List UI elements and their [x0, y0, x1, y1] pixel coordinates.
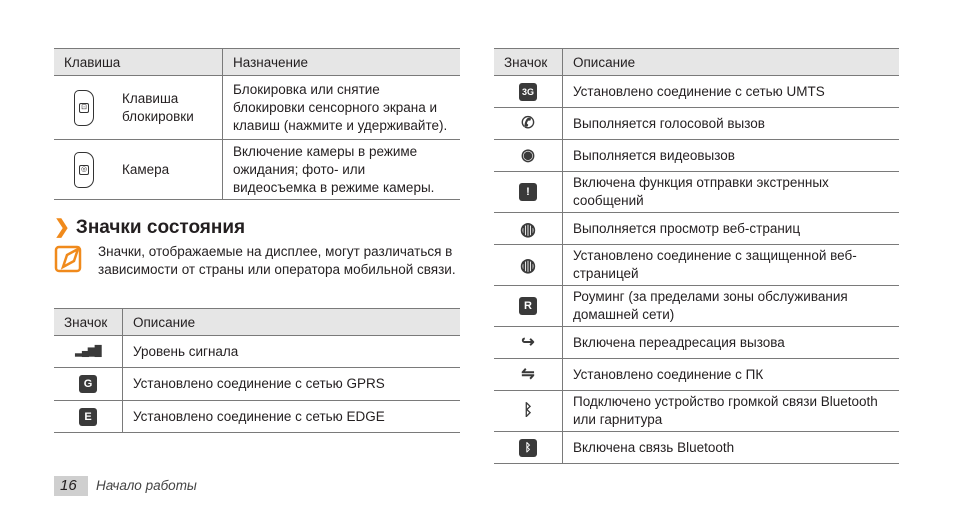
table-row: [54, 140, 460, 200]
camera-key-icon: ◎: [74, 152, 94, 188]
description-cell: Подключено устройство громкой связи Bluetooth или гарнитура: [563, 391, 900, 432]
column-header: Назначение: [223, 49, 461, 76]
section-title-text: Значки состояния: [75, 217, 246, 238]
bluetooth-headset-icon: ᛒ: [523, 402, 533, 420]
table-row: [494, 108, 899, 140]
description-cell: Выполняется просмотр веб-страниц: [563, 213, 900, 245]
voice-call-icon: ✆: [521, 114, 535, 132]
table-row: [494, 172, 899, 213]
keys-table: [54, 48, 460, 200]
roaming-icon: R: [519, 297, 537, 315]
description-cell: Установлено соединение с сетью UMTS: [563, 76, 900, 108]
signal-strength-icon: ▂▄▆█: [75, 345, 101, 357]
purpose-cell: Блокировка или снятие блокировки сенсорного экрана и клавиш (нажмите и удерживайте).: [223, 76, 461, 140]
description-cell: Включена связь Bluetooth: [563, 432, 900, 464]
icon-cell: [494, 172, 563, 213]
icon-cell: [54, 368, 123, 401]
chevron-right-icon: ❯: [54, 217, 70, 238]
description-cell: Установлено соединение с сетью GPRS: [123, 368, 461, 401]
icon-cell: [494, 327, 563, 359]
icon-cell: [494, 391, 563, 432]
table-row: [494, 432, 899, 464]
icon-cell: [54, 401, 123, 433]
icon-cell: [494, 359, 563, 391]
description-cell: Выполняется видеовызов: [563, 140, 900, 172]
description-cell: Выполняется голосовой вызов: [563, 108, 900, 140]
lock-key-icon: ⊡: [74, 90, 94, 126]
icon-cell: [54, 336, 123, 368]
right-icons-table: [494, 48, 899, 464]
table-row: [54, 401, 460, 433]
table-row: [494, 327, 899, 359]
icon-cell: [494, 213, 563, 245]
icon-cell: [494, 286, 563, 327]
note-icon: [54, 245, 84, 275]
icon-cell: [494, 245, 563, 286]
purpose-cell: Включение камеры в режиме ожидания; фото- или видеосъемка в режиме камеры.: [223, 140, 461, 200]
table-header: [494, 49, 899, 76]
description-cell: Установлено соединение с ПК: [563, 359, 900, 391]
column-header: Клавиша: [54, 49, 223, 76]
table-row: [54, 368, 460, 401]
left-icons-table: [54, 308, 460, 433]
description-cell: Включена функция отправки экстренных сообщений: [563, 172, 900, 213]
icon-cell: [494, 140, 563, 172]
key-label: Клавиша блокировки: [122, 90, 194, 124]
description-cell: Включена переадресация вызова: [563, 327, 900, 359]
table-row: [494, 140, 899, 172]
description-cell: Установлено соединение с защищенной веб-страницей: [563, 245, 900, 286]
table-row: [54, 336, 460, 368]
umts-3g-icon: 3G: [519, 83, 537, 101]
table-row: [54, 76, 460, 140]
column-header: Значок: [494, 49, 563, 76]
icon-cell: [494, 432, 563, 464]
description-cell: Установлено соединение с сетью EDGE: [123, 401, 461, 433]
sos-message-icon: !: [519, 183, 537, 201]
keys-table-header: [54, 49, 460, 76]
table-cell: [54, 140, 223, 200]
description-cell: Роуминг (за пределами зоны обслуживания домашней сети): [563, 286, 900, 327]
note-text: Значки, отображаемые на дисплее, могут различаться в зависимости от страны или оператора мобильной связи.: [98, 244, 456, 277]
description-cell: Уровень сигнала: [123, 336, 461, 368]
table-row: [494, 76, 899, 108]
table-row: [494, 286, 899, 327]
table-cell: [54, 76, 223, 140]
footer-label: Начало работы: [96, 478, 197, 493]
table-row: [494, 245, 899, 286]
column-header: Описание: [563, 49, 900, 76]
table-row: [494, 391, 899, 432]
table-header: [54, 309, 460, 336]
icon-cell: [494, 108, 563, 140]
web-browsing-icon: ◍: [520, 218, 536, 239]
table-row: [494, 213, 899, 245]
gprs-icon: G: [79, 375, 97, 393]
video-call-icon: ◉: [521, 146, 535, 164]
key-label: Камера: [122, 161, 170, 177]
secure-web-icon: ◍: [520, 255, 536, 276]
section-title: [54, 216, 245, 239]
edge-icon: E: [79, 408, 97, 426]
call-forwarding-icon: ↪: [521, 333, 535, 351]
pc-connection-icon: ⇋: [521, 365, 535, 383]
page-number: 16: [54, 476, 88, 496]
bluetooth-icon: ᛒ: [519, 439, 537, 457]
column-header: Значок: [54, 309, 123, 336]
icon-cell: [494, 76, 563, 108]
column-header: Описание: [123, 309, 461, 336]
table-row: [494, 359, 899, 391]
